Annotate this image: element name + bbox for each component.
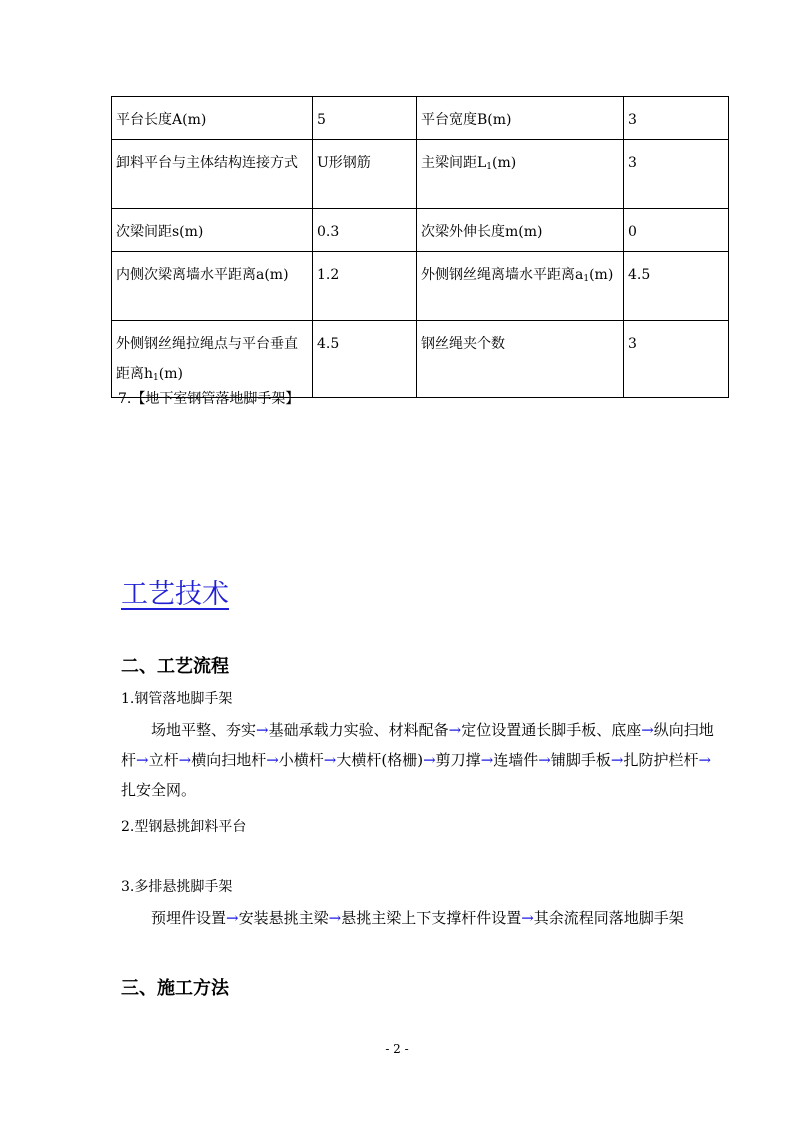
arrow-right-icon: →: [538, 751, 551, 769]
subsection-title: 1.钢管落地脚手架: [121, 691, 233, 707]
flow-step: 剪刀撑: [435, 751, 481, 769]
table-cell: 0.3: [313, 209, 417, 252]
table-row: [112, 97, 729, 140]
flow-steps: [121, 721, 714, 799]
flow-step: 扎安全网。: [121, 781, 197, 799]
arrow-right-icon: →: [266, 751, 279, 769]
section-caption: 7.【地下室钢管落地脚手架】: [118, 391, 300, 407]
arrow-right-icon: →: [521, 909, 534, 927]
table-cell: 0: [624, 209, 729, 252]
subscript: 1: [486, 162, 493, 172]
table-cell: 平台宽度B(m): [417, 97, 624, 140]
subsection-title: 3.多排悬挑脚手架: [121, 879, 233, 895]
cell-text: 主梁间距L: [421, 155, 487, 171]
table-cell: [112, 321, 313, 398]
subsection-title: 2.型钢悬挑卸料平台: [121, 819, 247, 835]
cell-text: 外侧钢丝绳拉绳点与平台垂直距离h: [116, 336, 298, 382]
arrow-right-icon: →: [323, 751, 337, 769]
section-heading: 三、施工方法: [121, 978, 229, 999]
flow-step: 定位设置通长脚手板、底座: [461, 721, 642, 739]
arrow-right-icon: →: [641, 721, 654, 739]
table-row: [112, 140, 729, 209]
cell-text: (m): [492, 155, 517, 171]
table-cell: 5: [313, 97, 417, 140]
arrow-right-icon: →: [226, 909, 239, 927]
arrow-right-icon: →: [256, 721, 269, 739]
table-cell: 4.5: [624, 252, 729, 321]
flow-step: 小横杆: [278, 751, 324, 769]
table-cell: 3: [624, 321, 729, 398]
table-cell: 次梁外伸长度m(m): [417, 209, 624, 252]
arrow-right-icon: →: [480, 751, 494, 769]
flow-step: 大横杆(格栅): [336, 751, 424, 769]
subscript: 1: [153, 373, 159, 383]
process-flow-paragraph: [121, 715, 721, 805]
table-cell: 钢丝绳夹个数: [417, 321, 624, 398]
subscript: 1: [583, 274, 590, 284]
table-cell: 1.2: [313, 252, 417, 321]
table-cell: 内侧次梁离墙水平距离a(m): [112, 252, 313, 321]
flow-step: 横向扫地杆: [191, 751, 267, 769]
table-row: [112, 252, 729, 321]
cell-text: (m): [589, 267, 614, 283]
table-cell: U形钢筋: [313, 140, 417, 209]
table-cell: 次梁间距s(m): [112, 209, 313, 252]
arrow-right-icon: →: [178, 751, 192, 769]
table-cell: 3: [624, 97, 729, 140]
table-row: [112, 209, 729, 252]
flow-step: 其余流程同落地脚手架: [533, 909, 684, 927]
table-cell: 4.5: [313, 321, 417, 398]
flow-step: 悬挑主梁上下支撑杆件设置: [341, 909, 522, 927]
arrow-right-icon: →: [610, 751, 624, 769]
flow-step: 安装悬挑主梁: [238, 909, 329, 927]
cell-text: (m): [158, 366, 183, 382]
process-flow-paragraph: [121, 903, 721, 933]
arrow-right-icon: →: [423, 751, 436, 769]
arrow-right-icon: →: [328, 909, 342, 927]
arrow-right-icon: →: [136, 751, 149, 769]
heading-link[interactable]: 工艺技术: [121, 579, 229, 610]
cell-text: 外侧钢丝绳离墙水平距离a: [421, 267, 584, 283]
platform-parameters-table: [111, 96, 729, 398]
table-cell: 平台长度A(m): [112, 97, 313, 140]
flow-step: 铺脚手板: [550, 751, 611, 769]
flow-step: 基础承载力实验、材料配备: [268, 721, 449, 739]
table-cell: 3: [624, 140, 729, 209]
section-heading: 二、工艺流程: [121, 656, 229, 677]
flow-step: 扎防护栏杆: [623, 751, 699, 769]
flow-step: 连墙件: [493, 751, 539, 769]
flow-step: 场地平整、夯实: [151, 721, 257, 739]
flow-step: 预埋件设置: [151, 909, 227, 927]
page-number: - 2 -: [385, 1042, 409, 1056]
table-cell: 卸料平台与主体结构连接方式: [112, 140, 313, 209]
table-cell: [417, 140, 624, 209]
table-row: [112, 321, 729, 398]
arrow-right-icon: →: [698, 751, 712, 769]
flow-step: 立杆: [148, 751, 179, 769]
arrow-right-icon: →: [448, 721, 462, 739]
flow-step: 纵向扫地杆: [121, 721, 714, 769]
table-cell: [417, 252, 624, 321]
flow-steps: [151, 909, 684, 927]
